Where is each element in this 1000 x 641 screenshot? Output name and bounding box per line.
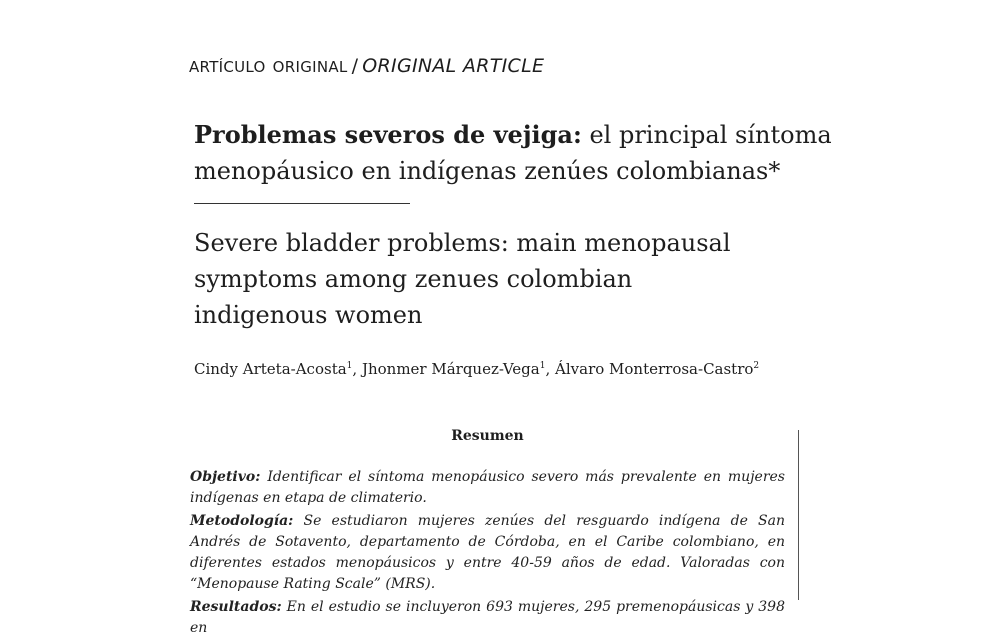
article-type-es: artículo original — [189, 53, 348, 77]
abstract-heading: Resumen — [451, 428, 524, 444]
title-english-line: indigenous women — [194, 301, 423, 329]
abstract-body — [190, 467, 785, 641]
abstract-section-text: Se estudiaron mujeres zenúes del resguardo indígena de San Andrés de Sotavento, departamento de Córdoba, en el Caribe colombiano, en diferentes estados menopáusicos y entre 40-59 años de edad. Valoradas con “Menopause Rating Scale” (MRS). — [190, 513, 785, 592]
author-affiliation: 1 — [539, 361, 546, 371]
title-spanish-bold: Problemas severos de vejiga: — [194, 120, 582, 149]
abstract-section-label: Metodología: — [190, 513, 294, 529]
title-english-line: symptoms among zenues colombian — [194, 265, 633, 293]
abstract-side-rule — [798, 430, 799, 600]
article-type-en: ORIGINAL ARTICLE — [362, 55, 545, 77]
author-name: Jhonmer Márquez-Vega — [361, 360, 540, 378]
abstract-section-objective — [190, 467, 785, 509]
author-separator: , — [545, 360, 556, 378]
title-english — [194, 225, 794, 333]
author-separator: , — [352, 360, 362, 378]
title-divider — [194, 203, 410, 204]
author-list — [194, 360, 759, 378]
author-name: Cindy Arteta-Acosta — [194, 360, 347, 378]
title-english-line: Severe bladder problems: main menopausal — [194, 229, 731, 257]
author-name: Álvaro Monterrosa-Castro — [555, 360, 754, 378]
title-spanish — [194, 117, 834, 189]
abstract-section-text: Identificar el síntoma menopáusico severo más prevalente en mujeres indígenas en etapa de climaterio. — [190, 469, 785, 506]
title-spanish-rest: el principal síntoma menopáusico en indígenas zenúes colombianas* — [194, 121, 832, 185]
abstract-section-label: Resultados: — [190, 599, 282, 615]
article-type-label — [189, 53, 544, 77]
article-type-separator: / — [351, 55, 359, 77]
author-affiliation: 1 — [346, 361, 353, 371]
abstract-section-methodology — [190, 511, 785, 595]
abstract-section-results — [190, 597, 785, 639]
abstract-section-label: Objetivo: — [190, 469, 261, 485]
abstract-section-text: En el estudio se incluyeron 693 mujeres, 295 premenopáusicas y 398 en — [190, 599, 785, 636]
author-affiliation: 2 — [753, 361, 760, 371]
